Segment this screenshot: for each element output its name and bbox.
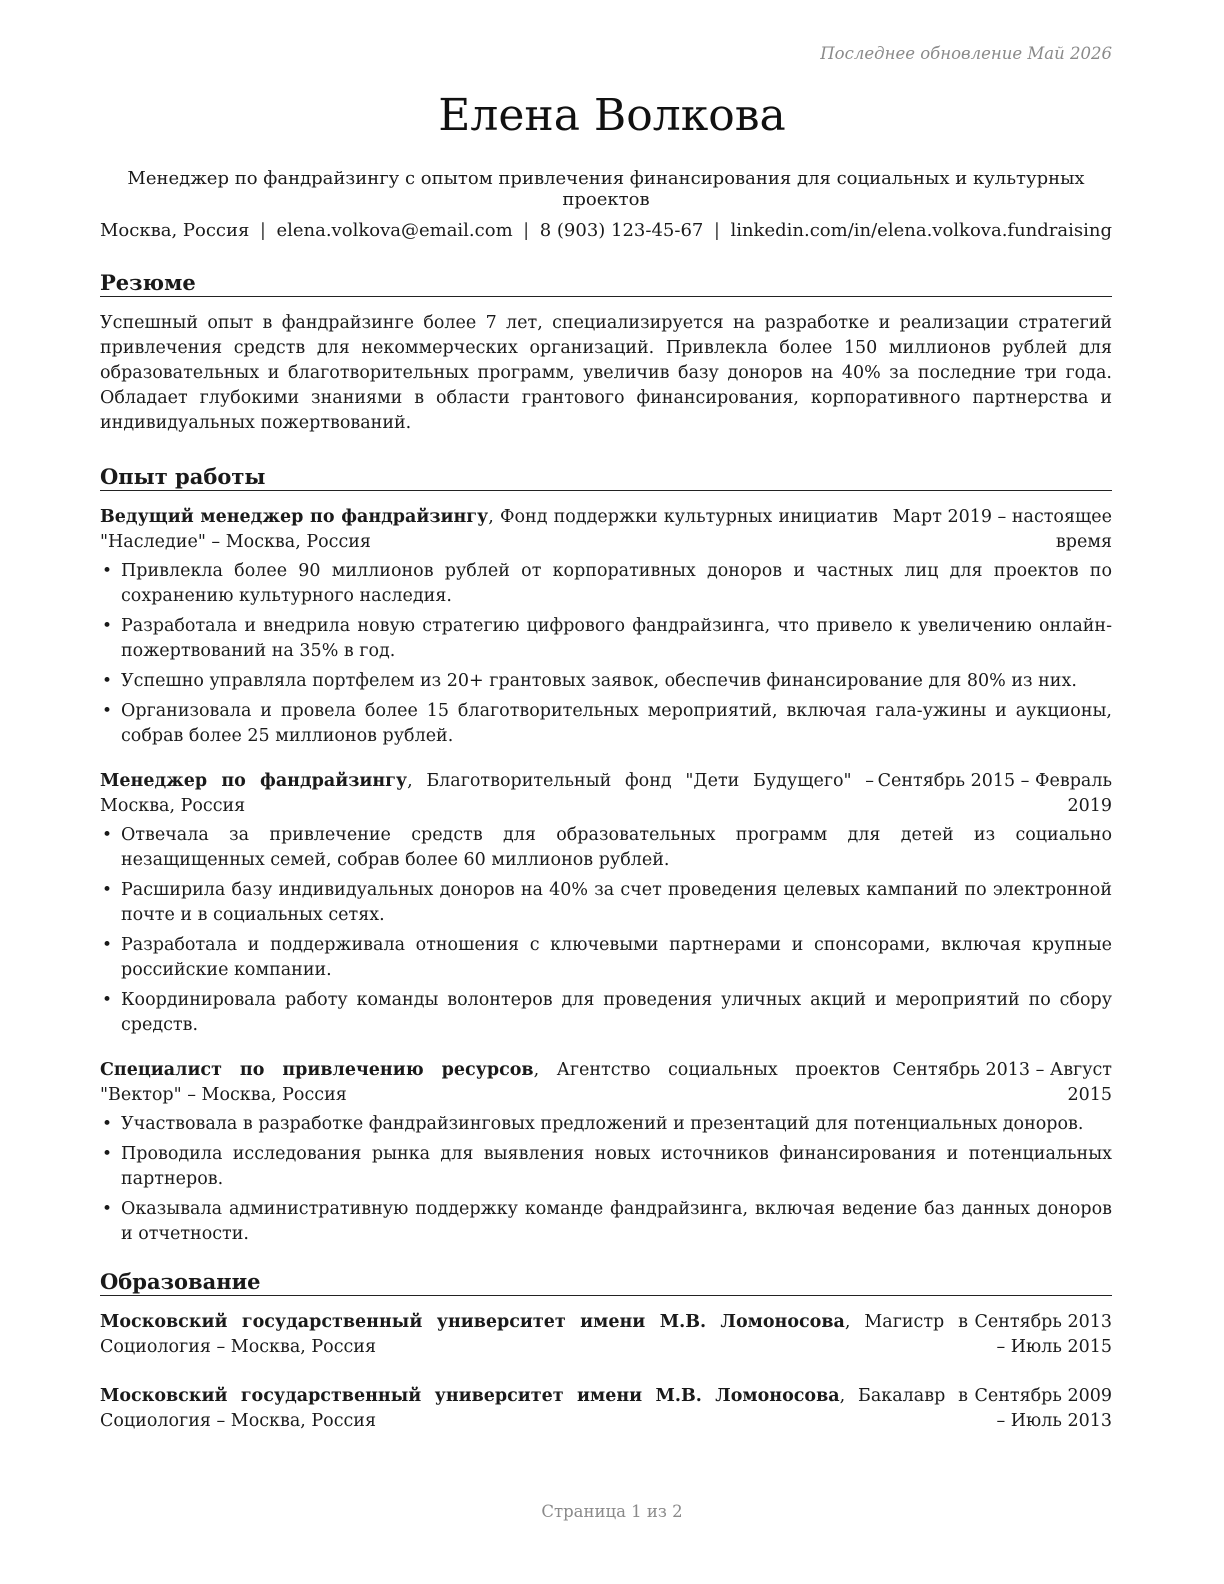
list-item: • Координировала работу команды волонтеров для проведения уличных акций и мероприятий по сбору средств. <box>100 988 1112 1038</box>
list-item: • Отвечала за привлечение средств для образовательных программ для детей из социально незащищенных семей, собрав более 60 миллионов рублей. <box>100 823 1112 873</box>
list-item: • Оказывала административную поддержку команде фандрайзинга, включая ведение баз данных доноров и отчетности. <box>100 1197 1112 1247</box>
candidate-name: Елена Волкова <box>438 90 786 141</box>
education-detail: , Бакалавр в Социология – Москва, Россия <box>100 1386 968 1431</box>
education-entry <box>100 1384 1112 1434</box>
list-item: • Разработала и внедрила новую стратегию цифрового фандрайзинга, что привело к увеличению онлайн-пожертвований на 35% в год. <box>100 614 1112 664</box>
contact-linkedin[interactable]: linkedin.com/in/elena.volkova.fundraising <box>730 220 1112 241</box>
contact-separator: | <box>713 220 720 241</box>
section-title-experience: Опыт работы <box>100 464 1112 491</box>
list-item: • Разработала и поддерживала отношения с ключевыми партнерами и спонсорами, включая крупные российские компании. <box>100 933 1112 983</box>
contact-separator: | <box>523 220 530 241</box>
education-school: Московский государственный университет имени М.В. Ломоносова <box>100 1312 845 1332</box>
list-item: • Проводила исследования рынка для выявления новых источников финансирования и потенциальных партнеров. <box>100 1142 1112 1192</box>
last-updated: Последнее обновление Май 2026 <box>820 44 1112 63</box>
section-title-summary: Резюме <box>100 270 1112 297</box>
list-item: • Привлекла более 90 миллионов рублей от корпоративных доноров и частных лиц для проектов по сохранению культурного наследия. <box>100 559 1112 609</box>
job-role: Ведущий менеджер по фандрайзингу <box>100 507 489 527</box>
list-item: • Успешно управляла портфелем из 20+ грантовых заявок, обеспечив финансирование для 80% из них. <box>100 669 1112 694</box>
job-bullets <box>100 1112 1112 1247</box>
education-detail: , Магистр в Социология – Москва, Россия <box>100 1312 968 1357</box>
list-item: • Участвовала в разработке фандрайзинговых предложений и презентаций для потенциальных доноров. <box>100 1112 1112 1137</box>
job-entry <box>100 769 1112 1038</box>
job-dates: Сентябрь 2013 – Август 2015 <box>892 1060 1112 1105</box>
education-entry <box>100 1310 1112 1360</box>
education-school: Московский государственный университет имени М.В. Ломоносова <box>100 1386 840 1406</box>
job-role: Специалист по привлечению ресурсов <box>100 1060 534 1080</box>
section-title-education: Образование <box>100 1269 1112 1296</box>
contact-phone[interactable]: 8 (903) 123-45-67 <box>539 220 704 241</box>
job-org: , Благотворительный фонд "Дети Будущего" – Москва, Россия <box>100 771 874 816</box>
job-role: Менеджер по фандрайзингу <box>100 771 408 791</box>
job-org: , Агентство социальных проектов "Вектор" – Москва, Россия <box>100 1060 880 1105</box>
education-dates: Сентябрь 2009 – Июль 2013 <box>974 1386 1112 1431</box>
job-dates: Март 2019 – настоящее время <box>892 507 1112 552</box>
contact-email[interactable]: elena.volkova@email.com <box>276 220 513 241</box>
job-org: , Фонд поддержки культурных инициатив "Наследие" – Москва, Россия <box>100 507 879 552</box>
job-dates: Сентябрь 2015 – Февраль 2019 <box>877 771 1112 816</box>
summary-text: Успешный опыт в фандрайзинге более 7 лет, специализируется на разработке и реализации стратегий привлечения средств для некоммерческих организаций. Привлекла более 150 миллионов рублей для образовательных и благотворительных программ, увеличив базу доноров на 40% за последние три года. Обладает глубокими знаниями в области грантового финансирования, корпоративного партнерства и индивидуальных пожертвований. <box>100 313 1112 433</box>
list-item: • Организовала и провела более 15 благотворительных мероприятий, включая гала-ужины и аукционы, собрав более 25 миллионов рублей. <box>100 699 1112 749</box>
education-dates: Сентябрь 2013 – Июль 2015 <box>974 1312 1112 1357</box>
page-number: Страница 1 из 2 <box>541 1502 683 1521</box>
contact-line <box>100 220 1112 241</box>
job-entry <box>100 505 1112 749</box>
job-entry <box>100 1058 1112 1247</box>
contact-location: Москва, Россия <box>100 220 250 241</box>
job-bullets <box>100 823 1112 1038</box>
contact-separator: | <box>259 220 266 241</box>
job-bullets <box>100 559 1112 749</box>
resume-content <box>100 270 1112 1434</box>
tagline: Менеджер по фандрайзингу с опытом привлечения финансирования для социальных и культурных проектов <box>127 168 1085 210</box>
list-item: • Расширила базу индивидуальных доноров на 40% за счет проведения целевых кампаний по электронной почте и в социальных сетях. <box>100 878 1112 928</box>
